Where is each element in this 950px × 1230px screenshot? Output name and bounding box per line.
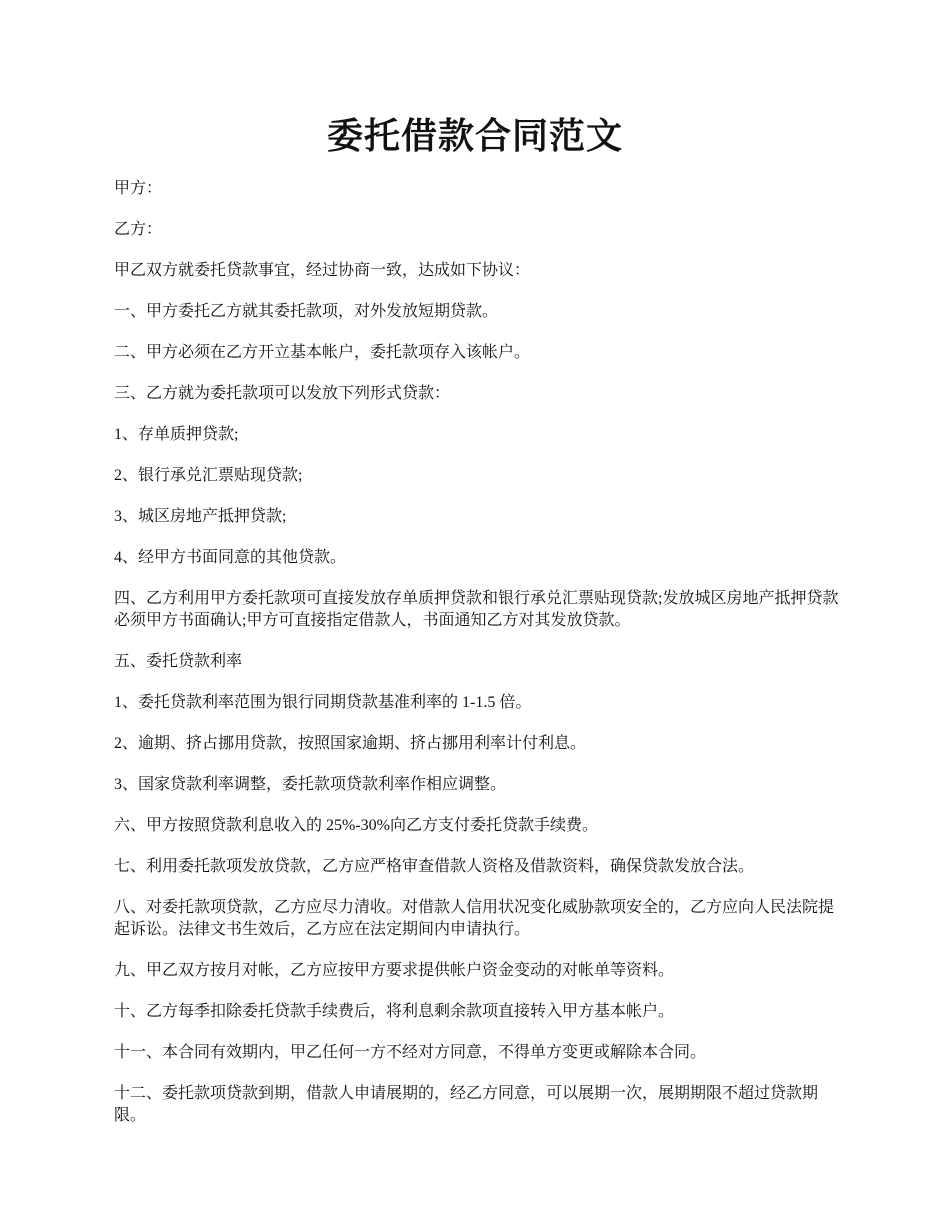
clause-3-item-4: 4、经甲方书面同意的其他贷款。 bbox=[114, 549, 347, 566]
clause-3-item-2: 2、银行承兑汇票贴现贷款; bbox=[114, 467, 303, 484]
clause-3-item-1: 1、存单质押贷款; bbox=[114, 426, 239, 443]
clause-10: 十、乙方每季扣除委托贷款手续费后，将利息剩余款项直接转入甲方基本帐户。 bbox=[114, 1003, 675, 1020]
clause-5-item-3: 3、国家贷款利率调整，委托款项贷款利率作相应调整。 bbox=[114, 776, 507, 793]
party-b-line: 乙方： bbox=[114, 221, 163, 238]
document-title: 委托借款合同范文 bbox=[326, 116, 623, 156]
clause-6: 六、甲方按照贷款利息收入的 25%-30%向乙方支付委托贷款手续费。 bbox=[114, 817, 598, 834]
agreement-intro: 甲乙双方就委托贷款事宜，经过协商一致，达成如下协议： bbox=[114, 262, 531, 279]
clause-5-item-2: 2、逾期、挤占挪用贷款，按照国家逾期、挤占挪用利率计付利息。 bbox=[114, 735, 587, 752]
document-body bbox=[114, 178, 844, 1146]
party-a-line: 甲方： bbox=[114, 180, 163, 197]
clause-12: 十二、委托款项贷款到期，借款人申请展期的，经乙方同意，可以展期一次，展期期限不超过贷款期限。 bbox=[114, 1085, 819, 1124]
clause-9: 九、甲乙双方按月对帐，乙方应按甲方要求提供帐户资金变动的对帐单等资料。 bbox=[114, 962, 675, 979]
clause-8: 八、对委托款项贷款，乙方应尽力清收。对借款人信用状况变化威胁款项安全的，乙方应向人民法院提起诉讼。法律文书生效后，乙方应在法定期间内申请执行。 bbox=[114, 899, 835, 938]
clause-11: 十一、本合同有效期内，甲乙任何一方不经对方同意，不得单方变更或解除本合同。 bbox=[114, 1044, 707, 1061]
clause-5-item-1: 1、委托贷款利率范围为银行同期贷款基准利率的 1-1.5 倍。 bbox=[114, 694, 532, 711]
clause-3: 三、乙方就为委托款项可以发放下列形式贷款： bbox=[114, 385, 451, 402]
clause-4: 四、乙方利用甲方委托款项可直接发放存单质押贷款和银行承兑汇票贴现贷款;发放城区房地产抵押贷款必须甲方书面确认;甲方可直接指定借款人，书面通知乙方对其发放贷款。 bbox=[114, 590, 839, 629]
clause-7: 七、利用委托款项发放贷款，乙方应严格审查借款人资格及借款资料，确保贷款发放合法。 bbox=[114, 858, 755, 875]
clause-1: 一、甲方委托乙方就其委托款项，对外发放短期贷款。 bbox=[114, 303, 499, 320]
clause-2: 二、甲方必须在乙方开立基本帐户，委托款项存入该帐户。 bbox=[114, 344, 531, 361]
clause-5: 五、委托贷款利率 bbox=[114, 653, 243, 670]
clause-3-item-3: 3、城区房地产抵押贷款; bbox=[114, 508, 287, 525]
